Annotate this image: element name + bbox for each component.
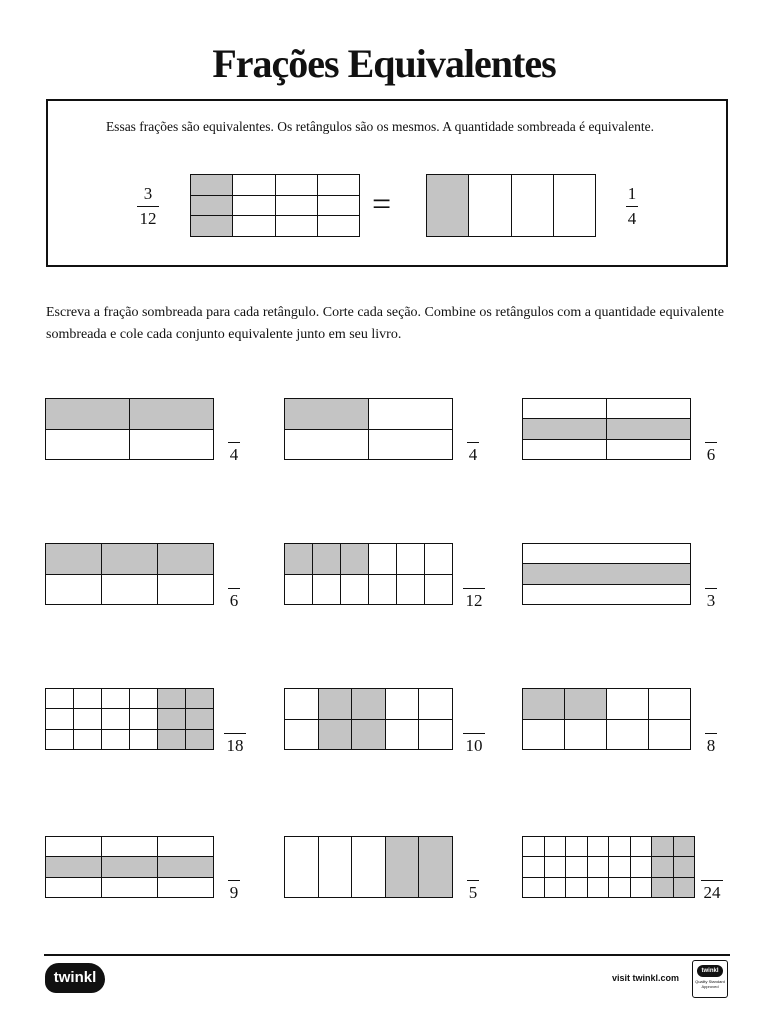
exercise-grid-5 bbox=[284, 543, 453, 605]
exercise-grid-9 bbox=[522, 688, 691, 750]
fraction-denominator: 5 bbox=[468, 883, 478, 902]
blank-numerator bbox=[691, 711, 731, 731]
exercise-fraction-12 bbox=[696, 858, 728, 903]
example-text: Essas frações são equivalentes. Os retângulos são os mesmos. A quantidade sombreada é equivalente. bbox=[105, 119, 655, 134]
exercise-grid-10 bbox=[45, 836, 214, 898]
exercise-grid-2 bbox=[284, 398, 453, 460]
exercise-fraction-11 bbox=[453, 858, 493, 903]
fraction-denominator: 4 bbox=[229, 445, 239, 464]
visit-link[interactable]: visit twinkl.com bbox=[612, 973, 680, 983]
exercise-fraction-7 bbox=[214, 711, 256, 756]
fraction-denominator: 12 bbox=[465, 591, 483, 610]
exercise-grid-4 bbox=[45, 543, 214, 605]
exercise-grid-1 bbox=[45, 398, 214, 460]
exercise-fraction-2 bbox=[453, 420, 493, 465]
fraction-bar bbox=[705, 442, 717, 443]
badge-brand: twinkl bbox=[697, 965, 723, 977]
exercise-fraction-8 bbox=[453, 711, 495, 756]
exercise-grid-8 bbox=[284, 688, 453, 750]
exercise-grid-12 bbox=[522, 836, 695, 898]
fraction-denominator: 18 bbox=[226, 736, 244, 755]
exercise-fraction-10 bbox=[214, 858, 254, 903]
fraction-denominator: 6 bbox=[706, 445, 716, 464]
blank-numerator bbox=[214, 566, 254, 586]
equals-sign: = bbox=[372, 186, 392, 223]
blank-numerator bbox=[214, 711, 256, 731]
fraction-bar bbox=[228, 442, 240, 443]
fraction-bar bbox=[705, 733, 717, 734]
fraction-bar bbox=[463, 588, 485, 589]
instructions-text: Escreva a fração sombreada para cada retângulo. Corte cada seção. Combine os retângulos com a quantidade equivalente sombreada e cole cada conjunto equivalente junto em seu livro. bbox=[46, 305, 724, 342]
page-title: Frações Equivalentes bbox=[212, 41, 556, 86]
blank-numerator bbox=[453, 711, 495, 731]
fraction-bar bbox=[224, 733, 246, 734]
blank-numerator bbox=[696, 858, 728, 878]
fraction-bar bbox=[626, 206, 638, 207]
quality-badge-icon bbox=[692, 960, 728, 998]
example-grid-right bbox=[426, 174, 596, 237]
twinkl-logo[interactable]: twinkl bbox=[45, 963, 105, 993]
fraction-denominator: 8 bbox=[706, 736, 716, 755]
blank-numerator bbox=[214, 858, 254, 878]
fraction-bar bbox=[463, 733, 485, 734]
exercise-grid-11 bbox=[284, 836, 453, 898]
fraction-denominator: 3 bbox=[706, 591, 716, 610]
exercise-fraction-3 bbox=[691, 420, 731, 465]
badge-text: Quality Standard Approved bbox=[695, 979, 725, 989]
exercise-fraction-1 bbox=[214, 420, 254, 465]
fraction-bar bbox=[705, 588, 717, 589]
fraction-denominator: 4 bbox=[627, 209, 637, 228]
example-right-fraction bbox=[612, 184, 652, 229]
exercise-fraction-9 bbox=[691, 711, 731, 756]
exercise-fraction-6 bbox=[691, 566, 731, 611]
fraction-denominator: 12 bbox=[139, 209, 157, 228]
fraction-denominator: 24 bbox=[703, 883, 721, 902]
exercise-fraction-4 bbox=[214, 566, 254, 611]
blank-numerator bbox=[453, 566, 495, 586]
exercise-grid-6 bbox=[522, 543, 691, 605]
fraction-denominator: 10 bbox=[465, 736, 483, 755]
exercise-fraction-5 bbox=[453, 566, 495, 611]
exercise-grid-7 bbox=[45, 688, 214, 750]
blank-numerator bbox=[453, 420, 493, 440]
fraction-denominator: 9 bbox=[229, 883, 239, 902]
fraction-bar bbox=[228, 880, 240, 881]
blank-numerator bbox=[691, 420, 731, 440]
blank-numerator bbox=[214, 420, 254, 440]
example-left-fraction bbox=[128, 184, 168, 229]
blank-numerator bbox=[453, 858, 493, 878]
exercise-grid-3 bbox=[522, 398, 691, 460]
blank-numerator bbox=[691, 566, 731, 586]
fraction-denominator: 4 bbox=[468, 445, 478, 464]
fraction-bar bbox=[467, 880, 479, 881]
example-grid-left bbox=[190, 174, 360, 237]
fraction-bar bbox=[137, 206, 159, 207]
fraction-numerator: 1 bbox=[627, 184, 637, 203]
fraction-bar bbox=[701, 880, 723, 881]
footer-divider bbox=[44, 954, 730, 956]
fraction-bar bbox=[467, 442, 479, 443]
fraction-bar bbox=[228, 588, 240, 589]
fraction-numerator: 3 bbox=[143, 184, 153, 203]
fraction-denominator: 6 bbox=[229, 591, 239, 610]
